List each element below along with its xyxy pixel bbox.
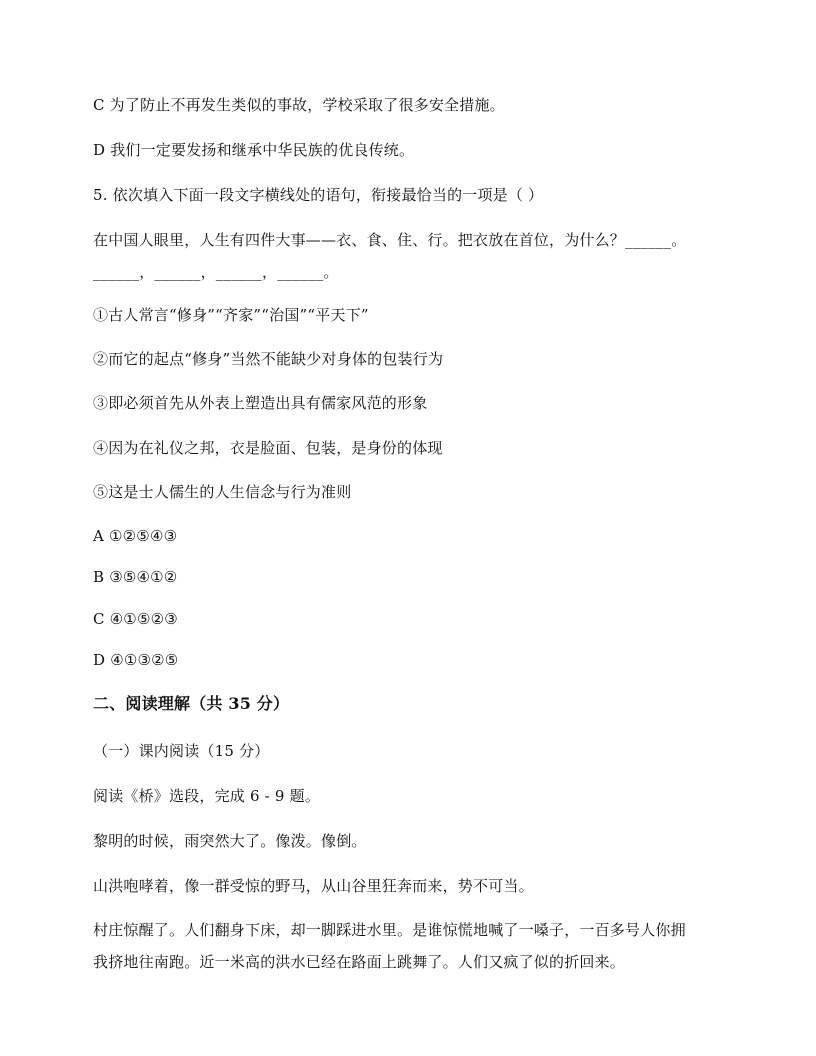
statement-1: ①古人常言“修身”“齐家”“治国”“平天下” [93, 306, 369, 324]
answer-option-b: B ③⑤④①② [93, 568, 178, 586]
excerpt-paragraph-3-line-2: 我挤地往南跑。近一米高的洪水已经在路面上跳舞了。人们又疯了似的折回来。 [93, 953, 626, 971]
statement-3: ③即必须首先从外表上塑造出具有儒家风范的形象 [93, 394, 428, 412]
passage-line-2-blanks: ______，______，______，______。 [93, 263, 339, 281]
excerpt-paragraph-2: 山洪咆哮着，像一群受惊的野马，从山谷里狂奔而来，势不可当。 [93, 877, 534, 895]
option-d-sentence: D 我们一定要发扬和继承中华民族的优良传统。 [93, 141, 415, 159]
answer-option-d: D ④①③②⑤ [93, 651, 179, 669]
answer-option-c: C ④①⑤②③ [93, 610, 178, 628]
subsection-heading: （一）课内阅读（15 分） [93, 742, 270, 760]
statement-5: ⑤这是士人儒生的人生信念与行为准则 [93, 483, 352, 501]
excerpt-paragraph-3-line-1: 村庄惊醒了。人们翻身下床，却一脚踩进水里。是谁惊慌地喊了一嗓子，一百多号人你拥 [93, 921, 686, 939]
excerpt-paragraph-1: 黎明的时候，雨突然大了。像泼。像倒。 [93, 832, 367, 850]
answer-option-a: A ①②⑤④③ [93, 527, 178, 545]
section-heading: 二、阅读理解（共 35 分） [93, 694, 290, 713]
statement-2: ②而它的起点“修身”当然不能缺少对身体的包装行为 [93, 350, 444, 368]
reading-instruction: 阅读《桥》选段，完成 6 - 9 题。 [93, 787, 321, 805]
passage-line-1: 在中国人眼里，人生有四件大事——衣、食、住、行。把衣放在首位，为什么？______。 [93, 231, 687, 249]
statement-4: ④因为在礼仪之邦，衣是脸面、包装，是身份的体现 [93, 439, 443, 457]
question-5-stem: 5. 依次填入下面一段文字横线处的语句，衔接最恰当的一项是（ ） [93, 186, 544, 204]
option-c-sentence: C 为了防止不再发生类似的事故，学校采取了很多安全措施。 [93, 96, 505, 114]
